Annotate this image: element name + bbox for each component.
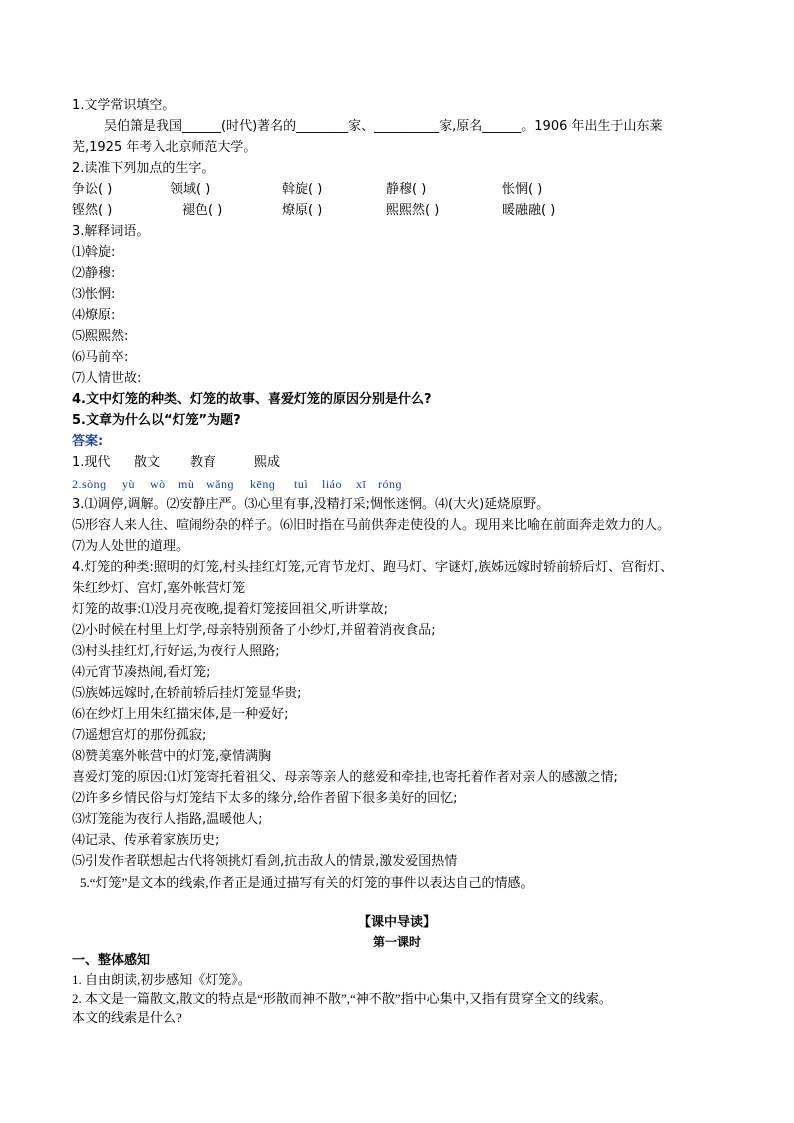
answer-4-reason: ⑸引发作者联想起古代将领挑灯看剑,抗击敌人的情景,激发爱国热情 xyxy=(72,854,458,869)
vocab-item: ⑴斡旋: xyxy=(72,245,116,260)
pinyin-item: rónɡ xyxy=(378,477,402,491)
pinyin-item: xī xyxy=(356,477,367,491)
section1-line2: 芜,1925 年考入北京师范大学。 xyxy=(72,140,257,155)
vocab-item: ⑺人情世故: xyxy=(72,371,142,386)
pinyin-item: liáo xyxy=(322,477,342,491)
vocab-item: ⑸熙熙然: xyxy=(72,329,129,344)
pinyin-item: wò xyxy=(150,477,166,491)
answer-5: 5.“灯笼”是文本的线索,作者正是通过描写有关的灯笼的事件以表达自己的情感。 xyxy=(80,875,534,890)
answer-4-story: ⑶村头挂红灯,行好运,为夜行人照路; xyxy=(72,644,280,659)
pinyin-item: mù xyxy=(178,477,195,491)
lesson-heading: 第一课时 xyxy=(372,935,421,949)
pinyin-item: tuì xyxy=(294,477,309,491)
word-item: 熙熙然( ) xyxy=(386,203,440,218)
word-item: 暖融融( ) xyxy=(502,203,556,218)
answer-4-story: ⑵小时候在村里上灯学,母亲特别预备了小纱灯,并留着消夜食品; xyxy=(72,623,436,638)
word-item: 燎原( ) xyxy=(282,203,323,218)
vocab-item: ⑹马前卒: xyxy=(72,350,129,365)
answer-4-kinds: 4.灯笼的种类:照明的灯笼,村头挂红灯笼,元宵节龙灯、跑马灯、字谜灯,族姊远嫁时轿前轿后灯、宫衔灯、 xyxy=(72,560,674,575)
pinyin-item: wǎnɡ xyxy=(206,477,234,491)
answer-4-story: 灯笼的故事:⑴没月亮夜晚,提着灯笼接回祖父,听讲掌故; xyxy=(72,602,389,617)
answer-1 xyxy=(72,455,280,471)
answer-4-story: ⑺遥想宫灯的那份孤寂; xyxy=(72,728,207,743)
section1-title: 1.文学常识填空。 xyxy=(72,98,176,113)
answer-3-line: ⑺为人处世的道理。 xyxy=(72,539,190,554)
guide-item-2: 2. 本文是一篇散文,散文的特点是“形散而神不散”,“神不散”指中心集中,又指有贯穿全文的线索。 xyxy=(72,991,612,1006)
pinyin-item: yù xyxy=(122,477,135,491)
pinyin-item: 2.sònɡ xyxy=(72,477,107,491)
answer-4-story: ⑻赞美塞外帐营中的灯笼,豪情满胸 xyxy=(72,749,272,764)
answer-item: 教育 xyxy=(190,455,217,470)
word-item: 铿然( ) xyxy=(72,203,113,218)
section3-title: 3.解释词语。 xyxy=(72,224,150,239)
word-item: 静穆( ) xyxy=(386,182,427,197)
answer-2-pinyin xyxy=(72,476,402,492)
answer-4-reason: ⑵许多乡情民俗与灯笼结下太多的缘分,给作者留下很多美好的回忆; xyxy=(72,791,458,806)
guide-item-1: 1. 自由朗读,初步感知《灯笼》。 xyxy=(72,972,251,987)
word-item: 褪色( ) xyxy=(182,203,223,218)
pinyin-item: kēnɡ xyxy=(250,477,276,491)
part-1-heading: 一、整体感知 xyxy=(72,953,151,968)
word-item: 领域( ) xyxy=(170,182,211,197)
answer-4-story: ⑹在纱灯上用朱红描宋体,是一种爱好; xyxy=(72,707,289,722)
vocab-item: ⑵静穆: xyxy=(72,266,116,281)
answer-4-story: ⑸族姊远嫁时,在轿前轿后挂灯笼显华贵; xyxy=(72,686,302,701)
vocab-item: ⑷燎原: xyxy=(72,308,116,323)
answer-3-line: ⑸形容人来人往、喧闹纷杂的样子。⑹旧时指在马前供奔走使役的人。现用来比喻在前面奔走效力的人。 xyxy=(72,518,671,533)
guide-heading: 【课中导读】 xyxy=(357,915,436,930)
pronunciation-row-1 xyxy=(72,182,542,198)
word-item: 争讼( ) xyxy=(72,182,113,197)
guide-item-2-cont: 本文的线索是什么? xyxy=(72,1010,182,1025)
answer-4-kinds: 朱红纱灯、宫灯,塞外帐营灯笼 xyxy=(72,581,246,596)
answer-label: 答案: xyxy=(72,434,104,449)
answer-4-reason: 喜爱灯笼的原因:⑴灯笼寄托着祖父、母亲等亲人的慈爱和牵挂,也寄托着作者对亲人的感激之情; xyxy=(72,770,618,785)
question-4: 4.文中灯笼的种类、灯笼的故事、喜爱灯笼的原因分别是什么? xyxy=(72,392,432,407)
word-item: 斡旋( ) xyxy=(282,182,323,197)
pronunciation-row-2 xyxy=(72,203,555,219)
question-5: 5.文章为什么以“灯笼”为题? xyxy=(72,413,241,428)
word-item: 怅惘( ) xyxy=(502,182,543,197)
section2-title: 2.读准下列加点的生字。 xyxy=(72,161,215,176)
vocab-item: ⑶怅惘: xyxy=(72,287,116,302)
answer-4-story: ⑷元宵节凑热闹,看灯笼; xyxy=(72,665,211,680)
answer-4-reason: ⑷记录、传承着家族历史; xyxy=(72,833,220,848)
section1-line1: 吴伯箫是我国______(时代)著名的________家、__________家,原名______。1906 年出生于山东莱 xyxy=(104,119,663,134)
answer-item: 散文 xyxy=(134,455,161,470)
answer-item: 熙成 xyxy=(254,455,281,470)
answer-item: 1.现代 xyxy=(72,455,111,470)
answer-4-reason: ⑶灯笼能为夜行人指路,温暖他人; xyxy=(72,812,263,827)
answer-3-line: 3.⑴调停,调解。⑵安静庄严。⑶心里有事,没精打采;惆怅迷惘。⑷(大火)延烧原野。 xyxy=(72,497,550,512)
